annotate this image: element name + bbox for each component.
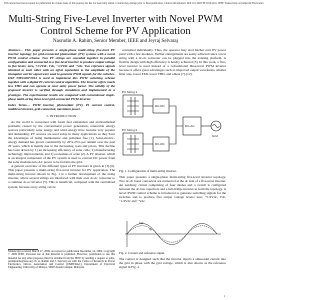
right-paragraph-3: The control is designed such that the inverter injects a sinusoidal current into the grid in phase with the grid voltage, which is also shown as the reference signal in Fig. 2. (119, 257, 226, 270)
grid-label: Grid (212, 134, 218, 138)
figure-2-current-reference-plot (119, 219, 226, 249)
pv-string-2-label: PV String 2 (122, 128, 138, 132)
abstract-text: — This paper presents a single-phase multi-string five-level PV inverter topology for grid-connected photovoltaic (PV) systems with a novel PWM control scheme. Two PV strings are cascaded together in parallel configuration and connected to a five-level inverter to produce output voltage in five levels: zero, +1/2Vdc, Vdc, −1/2Vdc and −Vdc. Two reference signals identical to each other with an offset equivalent to the amplitude of the triangular carrier signal were used to generate PWM signals for the switches. DSP TMS320F2812 is used to implement this PWM switching scheme together with a digital PI current control algorithm. The inverter offers much less THD and can operate at near unity power factor. The validity of the proposed inverter is verified through simulation and implemented in a prototype. The experimental results are compared with conventional single-phase multi-string three-level grid-connected PWM inverter. (8, 48, 115, 101)
section-heading-introduction: I. INTRODUCTION (46, 113, 77, 118)
wire-dcdc2-bus (169, 126, 176, 144)
left-column (8, 48, 115, 189)
right-paragraph-2: This paper presents a single-phase multi-string five-level inverter topology. Two dc-dc boost converters are connected at the dc side of a five-level inverter. An auxiliary circuit comprising of four diodes and a switch is configured between the dc-bus capacitors and a full-bridge inverter to form the topology. A novel PWM control scheme is introduced to generate switching signals for the switches and to produce five output voltage levels: zero, +1/2Vdc, Vdc, −1/2Vdc and −Vdc. (119, 175, 226, 204)
paper-title: Multi-String Five-Level Inverter with Novel PWM Control Scheme for PV Application (8, 14, 223, 37)
abstract (8, 48, 115, 101)
wire-dcdc1-bus (169, 106, 183, 126)
fig2-ig-label: Ig (149, 227, 152, 231)
journal-banner: This article has been accepted for publication in a future issue of this journal, but has not been fully edited. Content may change prior to final publication. Citation information: DOI 10.1109/TIE.2016.xxxx, IEEE Transactions on Industrial Electronics (4, 2, 264, 5)
paper-authors: Nasrudin A. Rahim, Senior Member, IEEE and Jeyraj Selvaraj (53, 39, 178, 44)
dcdc-1-label: DC-DC (155, 104, 165, 108)
page-number: 1 (223, 294, 225, 298)
intro-paragraph-1: As the world is concerned with fossil fuel exhaustion and environmental problems caused by the conventional power generation, renewable energy sources particularly solar energy and wind energy have become very popular and demanding. PV sources are used today in many applications as they have the advantages of being maintenance and pollution free [1]. Solar-electric-energy demand has grown consistently by 20%-25% per annum over the past 20 years, which is mainly due to the decreasing costs and prices. This decline has been driven by 1) an increasing efficiency of solar cells; 2) manufacturing technology improvements, and 3) economies of scale [2]. A PV inverter, which is an integral component of the PV system is used to convert DC power from the solar modules into AC power to be fed into the grid. (8, 119, 115, 165)
figure-1-multi-string-diagram (119, 87, 226, 167)
abstract-label: Abstract (8, 48, 20, 52)
index-terms-text: — PWM inverter, photovoltaic (PV), PI current control, multilevel inverter, grid-connected, maximum power. (8, 102, 116, 111)
pv-cells-2 (127, 135, 139, 153)
grid-sine (213, 125, 220, 128)
figure-2-caption: Fig. 2. Current and reference signal. (119, 251, 166, 255)
dcac-label: DC-AC (185, 124, 195, 128)
index-terms-label: Index Terms (8, 102, 27, 107)
dcdc-2-label: DC-DC (155, 142, 165, 146)
figure-1-caption: Fig. 1. Configuration of multi-string inverter. (119, 169, 177, 173)
fig2-iref-label: Iref (139, 221, 144, 225)
footnote: Manuscript received March 27, 2009. Accepted for publication December 14, 2009. Copyright © 2009 IEEE. Personal use of this material is permitted. However, permission to use this material for any other purposes must be obtained from the IEEE by sending a request to pubs-permissions@ieee.org. N. A. Rahim and J. Selvaraj are with the Centre of Research in Power Electronics, Drives, Automation and Control (UMPEDAC), Department of Electrical Engineering, University of Malaya, 50603 Kuala Lumpur, Malaysia. (8, 250, 115, 270)
intro-paragraph-2: A general overview of the different types of PV inverters is given in [3]-[6]. This paper presents a multi-string five-level inverter for PV application. The multi-string inverter shown in Fig. 1 is a further development of the string inverter, where several strings are interfaced with their own dc-dc converter to a common dc-ac inverter [5]. This is beneficial, compared with the centralized system, because every string can be (8, 164, 115, 189)
right-column (119, 48, 226, 76)
pv-string-1-label: PV String 1 (122, 90, 138, 94)
right-paragraph-1: controlled individually. Thus, the operator may start his/her own PV power plant with a few modules. Further enlargements are easily achieved since a new string with a dc-dc converter can be plugged into the existing platform. A flexible design with high efficiency is hereby achieved [5]. In this work, a five-level inverter is used instead of a conventional three-level PWM inverter because it offers great advantages such as improved output waveforms, smaller filter size, lower EMI, lower THD, and others [7]-[12]. (119, 48, 226, 77)
pv-cells-1 (127, 97, 139, 115)
index-terms (8, 103, 115, 111)
